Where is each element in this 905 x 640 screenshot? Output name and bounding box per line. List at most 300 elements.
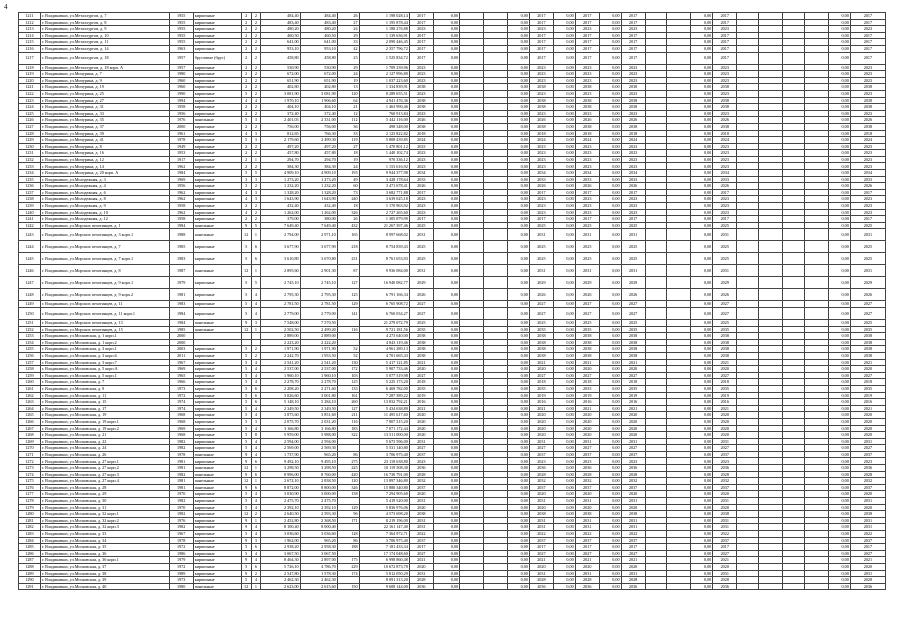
cell-empty [737,372,759,379]
cell-a2: 3 067,50 [300,550,337,557]
cell-y1: 2031 [409,570,433,577]
cell-v1: 0,00 [508,405,530,412]
cell-p: 125 [337,289,359,301]
cell-addr: г. Владикавказ, ул.Молодежная, д. 10 [40,209,169,216]
cell-empty [804,13,828,20]
cell-f: 4 [241,196,251,203]
cell-empty [804,379,828,386]
cell-v1: 0,00 [508,517,530,524]
table-row [19,458,886,465]
cell-a2: 5 988,00 [300,432,337,439]
cell-mat: кирпичные [193,504,241,511]
cell-v1: 0,00 [691,104,713,111]
cell-y2: 2017 [529,544,553,551]
cell-empty [645,339,667,346]
cell-y2: 2017 [529,45,553,52]
cell-empty [783,458,805,465]
cell-y2: 2026 [529,117,553,124]
cell-c: 9 936 084,00 [359,265,409,277]
cell-empty [460,189,484,196]
cell-empty [460,379,484,386]
cell-e: 2 [251,19,261,26]
cell-empty [484,216,508,223]
table-row [19,170,886,177]
cell-p: 322 [337,432,359,439]
cell-addr: г. Владикавказ, ул.Молодежная, д. 12 [40,216,169,223]
cell-v1: 0,00 [599,110,621,117]
cell-v1: 0,00 [691,241,713,253]
cell-f: 5 [241,544,251,551]
cell-mat: кирпичные [193,517,241,524]
cell-addr: г. Владикавказ, ул.Молодежная, д. 4 [40,183,169,190]
cell-v1: 0,00 [691,498,713,505]
cell-n: 1236 [19,183,41,190]
cell-y1: 2025 [409,253,433,265]
cell-c: 6 469 782,00 [359,385,409,392]
cell-a1: 5 148,10 [261,399,300,406]
cell-addr: г. Владикавказ, ул.Мичурина, д. 39 [40,130,169,137]
cell-n: 1258 [19,366,41,373]
cell-empty [783,183,805,190]
cell-v1: 0,00 [508,531,530,538]
cell-empty [737,52,759,64]
cell-y5: 2034 [713,170,737,177]
cell-addr: г. Владикавказ, ул.Мичурина, д. 12 [40,156,169,163]
cell-v1: 0,00 [599,39,621,46]
cell-y3: 2028 [575,577,599,584]
cell-y3: 2038 [575,84,599,91]
cell-c: 10 119 508,30 [359,465,409,472]
cell-c: 5 531 140,80 [359,445,409,452]
cell-empty [460,531,484,538]
cell-empty [804,432,828,439]
cell-empty [759,491,783,498]
cell-empty [645,438,667,445]
cell-empty [667,19,691,26]
cell-v1: 0,00 [433,123,459,130]
cell-y: 1962 [169,189,193,196]
cell-p: 193 [337,170,359,177]
cell-f: 2 [241,110,251,117]
cell-e: 4 [251,405,261,412]
cell-empty [783,39,805,46]
cell-v1: 0,00 [433,26,459,33]
cell-v1: 0,00 [828,13,850,20]
cell-v1: 0,00 [553,326,575,333]
cell-empty [783,156,805,163]
cell-y2: 2023 [529,150,553,157]
cell-p: 231 [337,253,359,265]
cell-f: 2 [241,84,251,91]
cell-v1: 0,00 [508,557,530,564]
cell-v1: 0,00 [599,445,621,452]
table-row [19,137,886,144]
cell-a1: 458,80 [261,52,300,64]
cell-v1: 0,00 [433,117,459,124]
cell-p: 64 [337,97,359,104]
cell-y5: 2023 [713,163,737,170]
cell-empty [460,150,484,157]
cell-y5: 2026 [713,117,737,124]
cell-empty [645,156,667,163]
cell-v1: 0,00 [508,511,530,518]
cell-empty [460,359,484,366]
cell-v1: 0,00 [691,451,713,458]
cell-y2: 2037 [529,451,553,458]
cell-v1: 0,00 [433,531,459,538]
cell-v1: 0,00 [508,504,530,511]
cell-addr: г. Владикавказ, ул.Мичурина, д. 14 [40,163,169,170]
cell-empty [737,399,759,406]
cell-empty [484,52,508,64]
table-row [19,196,886,203]
cell-v1: 0,00 [828,478,850,485]
cell-v1: 0,00 [691,32,713,39]
cell-y4: 2023 [621,26,645,33]
cell-empty [484,156,508,163]
cell-empty [804,412,828,419]
cell-a2: 7 649,40 [300,222,337,229]
table-row [19,392,886,399]
table-row [19,418,886,425]
cell-y2: 2038 [529,97,553,104]
cell-mat: кирпичные [193,289,241,301]
cell-a1: 2 781,50 [261,301,300,308]
cell-empty [759,484,783,491]
cell-empty [667,13,691,20]
cell-empty [804,465,828,472]
cell-v1: 0,00 [691,465,713,472]
cell-c: 16 940 082,77 [359,277,409,289]
cell-empty [737,484,759,491]
cell-n: 1291 [19,583,41,590]
cell-v1: 0,00 [691,156,713,163]
cell-a2: 483,40 [300,19,337,26]
cell-v1: 0,00 [599,418,621,425]
cell-empty [737,359,759,366]
cell-p: 229 [337,563,359,570]
cell-f: 5 [241,412,251,419]
cell-e: 4 [251,301,261,308]
cell-empty [460,517,484,524]
cell-v1: 0,00 [508,320,530,327]
cell-empty [783,339,805,346]
cell-v1: 0,00 [508,90,530,97]
cell-y5: 2038 [713,333,737,340]
cell-y5: 2038 [850,511,885,518]
cell-y5: 2023 [850,458,885,465]
cell-y5: 2032 [850,478,885,485]
cell-y4: 2031 [621,438,645,445]
cell-v1: 0,00 [691,458,713,465]
cell-y5: 2020 [850,504,885,511]
cell-c: 1 525 834,72 [359,52,409,64]
cell-y2: 2021 [529,557,553,564]
cell-y2: 2034 [529,170,553,177]
cell-v1: 0,00 [553,156,575,163]
cell-a1: 5 959,00 [261,432,300,439]
cell-e: 3 [251,117,261,124]
cell-y5: 2026 [713,289,737,301]
cell-empty [783,352,805,359]
cell-empty [759,517,783,524]
cell-f: 2 [241,19,251,26]
cell-v1: 0,00 [691,531,713,538]
cell-v1: 0,00 [508,64,530,71]
cell-f: 5 [241,352,251,359]
cell-empty [667,412,691,419]
cell-y5: 2038 [713,104,737,111]
cell-v1: 0,00 [828,333,850,340]
cell-f: 5 [241,399,251,406]
cell-mat: кирпичные [193,557,241,564]
cell-v1: 0,00 [553,189,575,196]
cell-v1: 0,00 [828,504,850,511]
cell-a2: 3 851,60 [300,412,337,419]
cell-mat: панельные [193,451,241,458]
cell-empty [645,425,667,432]
cell-y5: 2038 [850,84,885,91]
cell-y1: 2023 [409,110,433,117]
cell-f: 3 [241,183,251,190]
cell-a1: 2 938,20 [261,544,300,551]
cell-empty [759,150,783,157]
cell-a1: 2 075,70 [261,418,300,425]
cell-v1: 0,00 [691,352,713,359]
table-row [19,143,886,150]
cell-y2: 2026 [529,183,553,190]
cell-y: 1973 [169,577,193,584]
cell-addr: г. Владикавказ, ул.Московская, д. 30 [40,498,169,505]
cell-v1: 0,00 [508,45,530,52]
cell-addr: г. Владикавказ, ул.Московская, д. 24 [40,445,169,452]
cell-a1: 8 996,00 [261,471,300,478]
cell-y2: 2031 [529,570,553,577]
cell-y5: 2032 [713,478,737,485]
cell-empty [645,308,667,320]
cell-y4: 2020 [621,425,645,432]
cell-y: 1961 [169,130,193,137]
cell-y3: 2020 [575,412,599,419]
cell-e: 4 [251,372,261,379]
cell-a1: 8 872,00 [261,484,300,491]
cell-y2: 2027 [529,301,553,308]
cell-empty [759,222,783,229]
cell-y2: 2017 [529,19,553,26]
cell-y3: 2026 [575,117,599,124]
cell-empty [759,39,783,46]
cell-y5: 2038 [713,352,737,359]
cell-empty [484,563,508,570]
table-row [19,301,886,308]
cell-e: 2 [251,104,261,111]
cell-empty [804,308,828,320]
cell-y5: 2020 [713,563,737,570]
cell-empty [484,498,508,505]
cell-v1: 0,00 [553,412,575,419]
cell-a2: 432,40 [300,203,337,210]
cell-y5: 2025 [713,222,737,229]
cell-empty [484,241,508,253]
cell-empty [667,216,691,223]
cell-empty [783,77,805,84]
cell-addr: г. Владикавказ, ул.Морских пехотинцев, д. 11 [40,301,169,308]
cell-v1: 0,00 [828,392,850,399]
cell-y3: 2023 [575,163,599,170]
cell-y4: 2021 [621,405,645,412]
cell-mat: кирпичные [193,438,241,445]
cell-v1: 0,00 [599,189,621,196]
cell-n: 1239 [19,203,41,210]
cell-y3: 2023 [575,150,599,157]
cell-p: 13 [337,84,359,91]
cell-v1: 0,00 [433,491,459,498]
cell-y5: 2037 [713,451,737,458]
cell-v1: 0,00 [828,320,850,327]
cell-empty [460,64,484,71]
cell-y: 1994 [169,97,193,104]
cell-empty [737,471,759,478]
cell-y: 1978 [169,537,193,544]
cell-v1: 0,00 [508,77,530,84]
cell-y2: 2023 [529,156,553,163]
cell-y1: 2020 [409,504,433,511]
cell-y3: 2031 [575,229,599,241]
cell-empty [645,405,667,412]
cell-v1: 0,00 [828,301,850,308]
table-row [19,203,886,210]
cell-empty [783,277,805,289]
cell-empty [804,537,828,544]
cell-empty [804,544,828,551]
cell-empty [645,222,667,229]
cell-y1: 2025 [409,241,433,253]
cell-y5: 2027 [850,308,885,320]
cell-empty [460,478,484,485]
cell-empty [737,320,759,327]
cell-empty [783,216,805,223]
cell-empty [484,189,508,196]
cell-a1: 1 328,20 [261,189,300,196]
cell-y4: 2017 [621,39,645,46]
cell-empty [759,143,783,150]
cell-empty [759,203,783,210]
cell-y3: 2036 [575,465,599,472]
cell-y4: 2035 [621,326,645,333]
cell-n: 1226 [19,117,41,124]
table-row [19,189,886,196]
cell-empty [645,265,667,277]
cell-y5: 2028 [850,471,885,478]
cell-v1: 0,00 [553,484,575,491]
cell-n: 1241 [19,216,41,223]
cell-y5: 2020 [713,432,737,439]
cell-v1: 0,00 [599,366,621,373]
cell-mat: кирпичные [193,137,241,144]
cell-a2: 3 166,80 [300,425,337,432]
cell-c: 5 419 520,00 [359,498,409,505]
cell-n: 1222 [19,90,41,97]
cell-empty [645,253,667,265]
cell-empty [667,253,691,265]
cell-v1: 0,00 [553,418,575,425]
cell-p: 27 [337,143,359,150]
cell-empty [484,117,508,124]
cell-y5: 2023 [850,196,885,203]
cell-empty [484,438,508,445]
cell-empty [737,379,759,386]
cell-empty [484,253,508,265]
cell-addr: г. Владикавказ, ул.Московская, д. 26 [40,451,169,458]
cell-y2: 2023 [529,196,553,203]
cell-n: 1234 [19,170,41,177]
cell-empty [804,550,828,557]
cell-empty [484,203,508,210]
cell-v1: 0,00 [828,277,850,289]
cell-empty [804,156,828,163]
cell-v1: 0,00 [433,196,459,203]
cell-empty [804,385,828,392]
cell-mat: кирпичные [193,346,241,353]
cell-empty [645,498,667,505]
cell-y3: 2023 [575,209,599,216]
cell-y2: 2027 [529,308,553,320]
cell-n: 1290 [19,577,41,584]
cell-addr: г. Владикавказ, ул.Металлургов, д. 11 [40,39,169,46]
cell-y3: 2025 [575,320,599,327]
cell-empty [804,301,828,308]
cell-y5: 2035 [850,326,885,333]
cell-mat: кирпичные [193,71,241,78]
cell-empty [484,432,508,439]
cell-v1: 0,00 [433,45,459,52]
cell-e [251,339,261,346]
cell-v1: 0,00 [508,326,530,333]
cell-empty [783,511,805,518]
cell-empty [759,64,783,71]
cell-empty [804,583,828,590]
cell-v1: 0,00 [553,504,575,511]
cell-v1: 0,00 [599,563,621,570]
cell-c: 4 941 476,36 [359,97,409,104]
cell-y: 1955 [169,13,193,20]
cell-y1: 2038 [409,511,433,518]
cell-y1: 2027 [409,301,433,308]
cell-y4: 2023 [621,458,645,465]
cell-y5: 2023 [713,71,737,78]
cell-v1: 0,00 [691,577,713,584]
cell-v1: 0,00 [599,484,621,491]
cell-e: 6 [251,544,261,551]
cell-v1: 0,00 [828,130,850,137]
cell-e: 1 [251,583,261,590]
cell-n: 1266 [19,418,41,425]
cell-y1: 2038 [409,97,433,104]
cell-p [337,524,359,531]
cell-y4: 2037 [621,537,645,544]
cell-v1: 0,00 [508,156,530,163]
cell-addr: г. Владикавказ, ул.Молодежная, д. 3 [40,176,169,183]
cell-y2: 2023 [529,110,553,117]
cell-p: 120 [337,478,359,485]
cell-empty [804,265,828,277]
cell-y: 1969 [169,176,193,183]
cell-v1: 0,00 [433,445,459,452]
cell-v1: 0,00 [828,458,850,465]
cell-y3: 2020 [575,563,599,570]
cell-y3: 2019 [575,392,599,399]
cell-mat: панельные [193,471,241,478]
